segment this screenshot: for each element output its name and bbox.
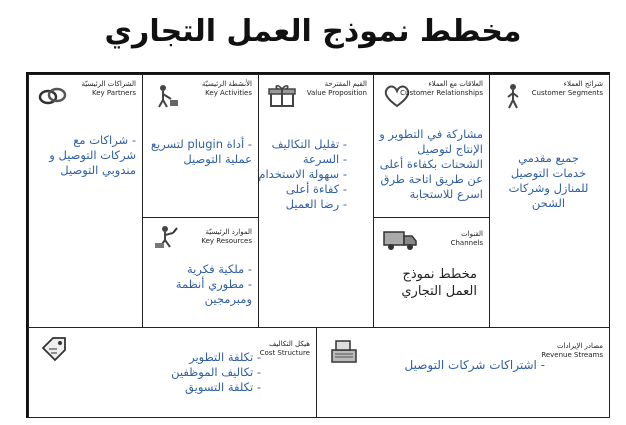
block-revenue-streams bbox=[316, 327, 610, 418]
content-line: - شراكات مع bbox=[73, 133, 136, 147]
header-arabic: مصادر الإيرادات bbox=[556, 342, 603, 350]
person-standing-icon bbox=[498, 83, 528, 109]
header-arabic: الموارد الرئيسيّة bbox=[205, 228, 252, 236]
block-value-proposition bbox=[258, 74, 374, 328]
content-line: اسرع للاستجابة bbox=[409, 187, 483, 201]
header-arabic: القيم المقترحة bbox=[324, 80, 367, 88]
content-line: شركات التوصيل و bbox=[49, 148, 136, 162]
content-line: - أداة plugin لتسريع bbox=[150, 137, 252, 151]
header-english: Revenue Streams bbox=[541, 351, 603, 359]
header-arabic: شرائح العملاء bbox=[563, 80, 603, 88]
content-line: عملية التوصيل bbox=[183, 152, 252, 166]
header-english: Key Resources bbox=[201, 237, 252, 245]
content-line: - مطوري أنظمة bbox=[175, 277, 252, 291]
block-header bbox=[202, 80, 252, 98]
block-header bbox=[260, 340, 310, 358]
person-vacuum-icon bbox=[151, 83, 181, 109]
content-line: - تكلفة التسويق bbox=[185, 380, 261, 394]
block-header bbox=[400, 80, 483, 98]
header-arabic: الشراكات الرئيسيّة bbox=[81, 80, 136, 88]
block-content bbox=[345, 358, 545, 373]
content-line: مشاركة في التطوير و bbox=[379, 127, 483, 141]
business-model-canvas bbox=[26, 72, 610, 418]
block-customer-segments bbox=[489, 74, 610, 328]
block-channels bbox=[373, 217, 490, 328]
content-line: مندوبي التوصيل bbox=[60, 163, 136, 177]
header-arabic: هيكل التكاليف bbox=[269, 340, 310, 348]
content-line: - سهولة الاستخدام bbox=[258, 167, 347, 181]
header-english: Customer Segments bbox=[531, 89, 603, 97]
block-content bbox=[111, 350, 261, 395]
content-line: - اشتراكات شركات التوصيل bbox=[404, 358, 545, 372]
content-line: خدمات التوصيل bbox=[510, 166, 587, 180]
gift-box-icon bbox=[267, 83, 297, 109]
content-line: - ملكية فكرية bbox=[187, 262, 252, 276]
content-line: - تكاليف الموظفين bbox=[171, 365, 261, 379]
block-content bbox=[257, 137, 347, 212]
block-content bbox=[144, 262, 252, 307]
content-line: - تقليل التكاليف bbox=[271, 137, 347, 151]
block-content bbox=[496, 151, 601, 211]
block-header bbox=[307, 80, 367, 98]
block-header bbox=[201, 228, 252, 246]
chain-link-icon bbox=[37, 83, 67, 109]
header-english: Channels bbox=[450, 239, 483, 247]
block-content bbox=[382, 266, 477, 300]
block-cost-structure bbox=[28, 327, 317, 418]
block-header bbox=[81, 80, 136, 98]
delivery-truck-icon bbox=[382, 226, 418, 252]
content-line: الشحن bbox=[531, 196, 566, 210]
block-header bbox=[451, 230, 483, 248]
content-line: عن طريق اتاحة طرق bbox=[380, 172, 483, 186]
content-line: الشحنات بكفاءة أعلى bbox=[379, 157, 483, 171]
page-title: مخطط نموذج العمل التجاري bbox=[104, 14, 522, 49]
block-key-resources bbox=[142, 217, 259, 328]
content-line: العمل التجاري bbox=[401, 284, 477, 299]
block-content bbox=[144, 137, 252, 167]
content-line: للمنازل وشركات bbox=[508, 181, 589, 195]
header-english: Key Activities bbox=[205, 89, 252, 97]
content-line: - كفاءة أعلى bbox=[285, 182, 347, 196]
header-arabic: القنوات bbox=[461, 230, 483, 238]
block-key-partners bbox=[28, 74, 143, 328]
header-english: Value Proposition bbox=[306, 89, 367, 97]
price-tag-icon bbox=[39, 336, 69, 362]
content-line: - تكلفة التطوير bbox=[189, 350, 261, 364]
header-arabic: العلاقات مع العملاء bbox=[428, 80, 483, 88]
block-content bbox=[32, 133, 136, 178]
block-content bbox=[375, 127, 483, 202]
block-header bbox=[541, 342, 603, 360]
header-english: Key Partners bbox=[91, 89, 136, 97]
content-line: - السرعة bbox=[302, 152, 347, 166]
block-key-activities bbox=[142, 74, 259, 218]
header-arabic: الأنشطة الرئيسيّة bbox=[202, 80, 252, 88]
content-line: جميع مقدمي bbox=[518, 151, 579, 165]
header-english: Customer Relationships bbox=[400, 89, 483, 97]
content-line: مخطط نموذج bbox=[402, 267, 477, 282]
content-line: - رضا العميل bbox=[285, 197, 347, 211]
block-customer-relationships bbox=[373, 74, 490, 218]
content-line: الإنتاج لتوصيل bbox=[417, 142, 483, 156]
header-english: Cost Structure bbox=[259, 349, 310, 357]
block-header bbox=[532, 80, 603, 98]
worker-hammer-icon bbox=[151, 224, 181, 250]
content-line: ومبرمجين bbox=[204, 292, 252, 306]
